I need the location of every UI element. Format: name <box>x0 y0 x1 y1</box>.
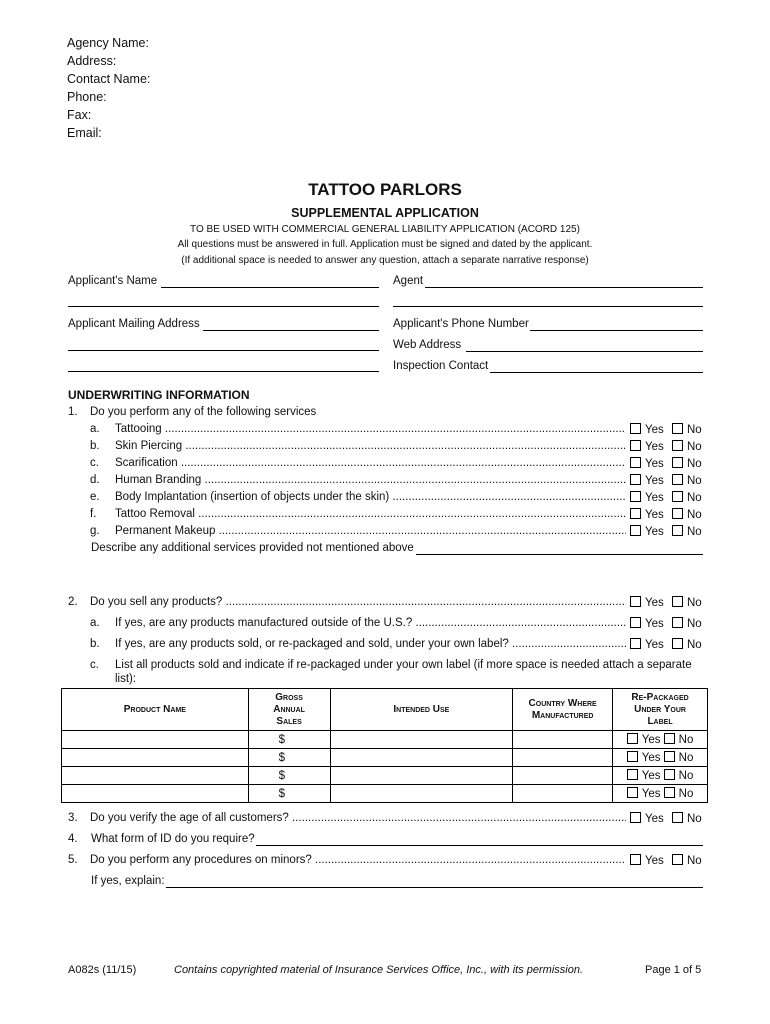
product-name-cell[interactable] <box>62 731 249 749</box>
sales-cell[interactable] <box>248 767 330 785</box>
underwriting-heading: UNDERWRITING INFORMATION <box>68 388 250 402</box>
question-1 <box>68 406 708 422</box>
page-title: TATTOO PARLORS <box>308 180 462 199</box>
agent-label: Agent <box>393 275 424 287</box>
inspection-contact-field[interactable] <box>490 372 703 373</box>
col-product-name: Product Name <box>62 689 249 731</box>
yes-label: Yes <box>645 475 664 487</box>
col-intended-use: Intended Use <box>330 689 513 731</box>
describe-services-label: Describe any additional services provided not mentioned above <box>91 542 414 554</box>
service-row <box>68 423 708 439</box>
no-label: No <box>687 526 702 538</box>
yes-checkbox[interactable] <box>630 525 641 536</box>
no-label: No <box>678 770 694 782</box>
id-form-field[interactable] <box>256 845 703 846</box>
yes-label: Yes <box>645 813 664 825</box>
no-label: No <box>687 597 702 609</box>
no-label: No <box>687 458 702 470</box>
id-form-label: What form of ID do you require? <box>91 833 255 845</box>
space-note: (If additional space is needed to answer any question, attach a separate narrative response) <box>181 255 589 266</box>
col-sales-line3: Sales <box>276 715 302 727</box>
item-letter: a. <box>90 423 100 435</box>
no-checkbox[interactable] <box>672 508 683 519</box>
currency-symbol: $ <box>278 787 286 800</box>
copyright-notice: Contains copyrighted material of Insurance Services Office, Inc., with its permission. <box>174 964 584 976</box>
question-number: 5. <box>68 854 78 866</box>
web-address-label: Web Address <box>393 339 462 351</box>
item-text: Scarification <box>115 457 178 469</box>
agency-address-label: Address: <box>67 54 117 68</box>
no-checkbox[interactable] <box>672 423 683 434</box>
item-letter: e. <box>90 491 100 503</box>
col-country <box>513 689 613 731</box>
service-row <box>68 457 708 473</box>
yes-label: Yes <box>645 424 664 436</box>
yes-checkbox[interactable] <box>630 457 641 468</box>
sales-cell[interactable] <box>248 749 330 767</box>
product-name-cell[interactable] <box>62 785 249 803</box>
yes-checkbox[interactable] <box>630 474 641 485</box>
answer-note: All questions must be answered in full. Application must be signed and dated by the applicant. <box>177 239 593 250</box>
col-country-line2: Manufactured <box>531 709 594 721</box>
no-label: No <box>687 424 702 436</box>
country-cell[interactable] <box>513 767 613 785</box>
yes-label: Yes <box>645 618 664 630</box>
agent-field[interactable] <box>425 287 703 288</box>
mailing-address-line2[interactable] <box>68 350 379 351</box>
item-text: If yes, are any products sold, or re-packaged and sold, under your own label? <box>115 638 509 650</box>
yes-label: Yes <box>645 597 664 609</box>
yes-checkbox[interactable] <box>627 787 638 798</box>
table-row <box>62 731 708 749</box>
no-label: No <box>687 509 702 521</box>
item-letter: d. <box>90 474 100 486</box>
question-text: Do you perform any procedures on minors? <box>90 854 312 866</box>
table-row <box>62 785 708 803</box>
yes-label: Yes <box>641 788 661 800</box>
phone-number-field[interactable] <box>530 330 703 331</box>
yes-label: Yes <box>645 526 664 538</box>
agency-contact-label: Contact Name: <box>67 72 151 86</box>
yes-checkbox[interactable] <box>627 769 638 780</box>
applicant-name-line2[interactable] <box>68 306 379 307</box>
item-letter: a. <box>90 617 100 629</box>
inspection-contact-label: Inspection Contact <box>393 360 489 372</box>
no-checkbox[interactable] <box>672 812 683 823</box>
country-cell[interactable] <box>513 749 613 767</box>
question-3 <box>68 812 708 828</box>
no-label: No <box>687 618 702 630</box>
no-label: No <box>678 788 694 800</box>
agent-line2[interactable] <box>393 306 703 307</box>
phone-number-label: Applicant's Phone Number <box>393 318 529 330</box>
no-checkbox[interactable] <box>672 491 683 502</box>
currency-symbol: $ <box>278 751 286 764</box>
yes-checkbox[interactable] <box>630 596 641 607</box>
product-name-cell[interactable] <box>62 749 249 767</box>
yes-label: Yes <box>645 855 664 867</box>
yes-label: Yes <box>645 458 664 470</box>
no-label: No <box>687 475 702 487</box>
no-checkbox[interactable] <box>664 751 675 762</box>
service-row <box>68 525 708 541</box>
item-letter: b. <box>90 638 100 650</box>
yes-checkbox[interactable] <box>630 638 641 649</box>
no-checkbox[interactable] <box>672 525 683 536</box>
item-text: If yes, are any products manufactured outside of the U.S.? <box>115 617 413 629</box>
question-number: 4. <box>68 833 78 845</box>
list-products-text: List all products sold and indicate if re-packaged under your own label (if more space is needed attach a separate <box>115 659 692 671</box>
mailing-address-line3[interactable] <box>68 371 379 372</box>
yes-label: Yes <box>641 752 661 764</box>
yes-label: Yes <box>645 492 664 504</box>
table-row <box>62 749 708 767</box>
yes-label: Yes <box>645 639 664 651</box>
sales-cell[interactable] <box>248 785 330 803</box>
repackaged-cell <box>613 767 708 785</box>
yes-checkbox[interactable] <box>630 617 641 628</box>
no-label: No <box>678 752 694 764</box>
yes-checkbox[interactable] <box>630 440 641 451</box>
mailing-address-field[interactable] <box>203 330 379 331</box>
table-row <box>62 767 708 785</box>
col-label-line1: Re-Packaged <box>631 691 689 703</box>
no-label: No <box>687 639 702 651</box>
question-2 <box>68 596 708 612</box>
question-text: Do you verify the age of all customers? <box>90 812 289 824</box>
col-sales-line2: Annual <box>273 703 305 715</box>
country-cell[interactable] <box>513 785 613 803</box>
repackaged-cell <box>613 785 708 803</box>
intended-use-cell[interactable] <box>330 731 513 749</box>
service-row <box>68 474 708 490</box>
yes-label: Yes <box>645 441 664 453</box>
item-text: Body Implantation (insertion of objects under the skin) <box>115 491 390 503</box>
page-subtitle: SUPPLEMENTAL APPLICATION <box>291 206 479 220</box>
service-row <box>68 491 708 507</box>
country-cell[interactable] <box>513 731 613 749</box>
yes-checkbox[interactable] <box>627 733 638 744</box>
col-label-line2: Under Your <box>634 703 686 715</box>
form-id: A082s (11/15) <box>68 964 137 976</box>
applicant-name-field[interactable] <box>161 287 379 288</box>
mailing-address-label: Applicant Mailing Address <box>68 318 200 330</box>
question-text: Do you sell any products? <box>90 596 223 608</box>
no-checkbox[interactable] <box>672 596 683 607</box>
question-number: 1. <box>68 406 78 418</box>
question-5 <box>68 854 708 870</box>
describe-services-field[interactable] <box>416 554 703 555</box>
intended-use-cell[interactable] <box>330 749 513 767</box>
yes-checkbox[interactable] <box>630 508 641 519</box>
no-checkbox[interactable] <box>672 440 683 451</box>
currency-symbol: $ <box>278 769 286 782</box>
currency-symbol: $ <box>278 733 286 746</box>
no-checkbox[interactable] <box>664 769 675 780</box>
question-2b <box>68 638 708 654</box>
agency-email-label: Email: <box>67 126 102 140</box>
item-letter: f. <box>90 508 97 520</box>
no-checkbox[interactable] <box>672 457 683 468</box>
service-row <box>68 508 708 524</box>
item-text: Permanent Makeup <box>115 525 216 537</box>
yes-label: Yes <box>645 509 664 521</box>
service-row <box>68 440 708 456</box>
product-name-cell[interactable] <box>62 767 249 785</box>
yes-checkbox[interactable] <box>627 751 638 762</box>
item-letter: g. <box>90 525 100 537</box>
yes-label: Yes <box>641 734 661 746</box>
explain-label: If yes, explain: <box>91 875 165 887</box>
item-text: Human Branding <box>115 474 202 486</box>
question-2a <box>68 617 708 633</box>
acord-note: TO BE USED WITH COMMERCIAL GENERAL LIABILITY APPLICATION (ACORD 125) <box>190 224 580 235</box>
yes-checkbox[interactable] <box>630 423 641 434</box>
no-label: No <box>687 813 702 825</box>
item-letter: b. <box>90 440 100 452</box>
no-checkbox[interactable] <box>672 638 683 649</box>
explain-field[interactable] <box>166 887 703 888</box>
intended-use-cell[interactable] <box>330 785 513 803</box>
item-letter: c. <box>90 659 99 671</box>
yes-checkbox[interactable] <box>630 854 641 865</box>
no-checkbox[interactable] <box>664 733 675 744</box>
question-text: Do you perform any of the following services <box>90 406 317 418</box>
agency-phone-label: Phone: <box>67 90 107 104</box>
agency-fax-label: Fax: <box>67 108 92 122</box>
sales-cell[interactable] <box>248 731 330 749</box>
col-label-line3: Label <box>647 715 673 727</box>
intended-use-cell[interactable] <box>330 767 513 785</box>
products-table <box>61 688 708 803</box>
question-number: 2. <box>68 596 78 608</box>
yes-checkbox[interactable] <box>630 491 641 502</box>
no-checkbox[interactable] <box>672 854 683 865</box>
question-number: 3. <box>68 812 78 824</box>
yes-checkbox[interactable] <box>630 812 641 823</box>
applicant-name-label: Applicant's Name <box>68 275 158 287</box>
repackaged-cell <box>613 731 708 749</box>
no-checkbox[interactable] <box>672 617 683 628</box>
no-label: No <box>687 441 702 453</box>
no-label: No <box>687 855 702 867</box>
agency-name-label: Agency Name: <box>67 36 149 50</box>
col-country-line1: Country Where <box>528 697 597 709</box>
page-number: Page 1 of 5 <box>645 964 702 976</box>
yes-label: Yes <box>641 770 661 782</box>
repackaged-cell <box>613 749 708 767</box>
item-text: Skin Piercing <box>115 440 183 452</box>
table-header-row <box>62 689 708 731</box>
item-text: Tattooing <box>115 423 162 435</box>
no-label: No <box>687 492 702 504</box>
no-label: No <box>678 734 694 746</box>
no-checkbox[interactable] <box>664 787 675 798</box>
col-repackaged <box>613 689 708 731</box>
web-address-field[interactable] <box>466 351 703 352</box>
item-text: Tattoo Removal <box>115 508 195 520</box>
no-checkbox[interactable] <box>672 474 683 485</box>
item-letter: c. <box>90 457 99 469</box>
list-products-text-cont: list): <box>115 673 137 685</box>
col-gross-annual-sales <box>248 689 330 731</box>
col-sales-line1: Gross <box>275 691 303 703</box>
